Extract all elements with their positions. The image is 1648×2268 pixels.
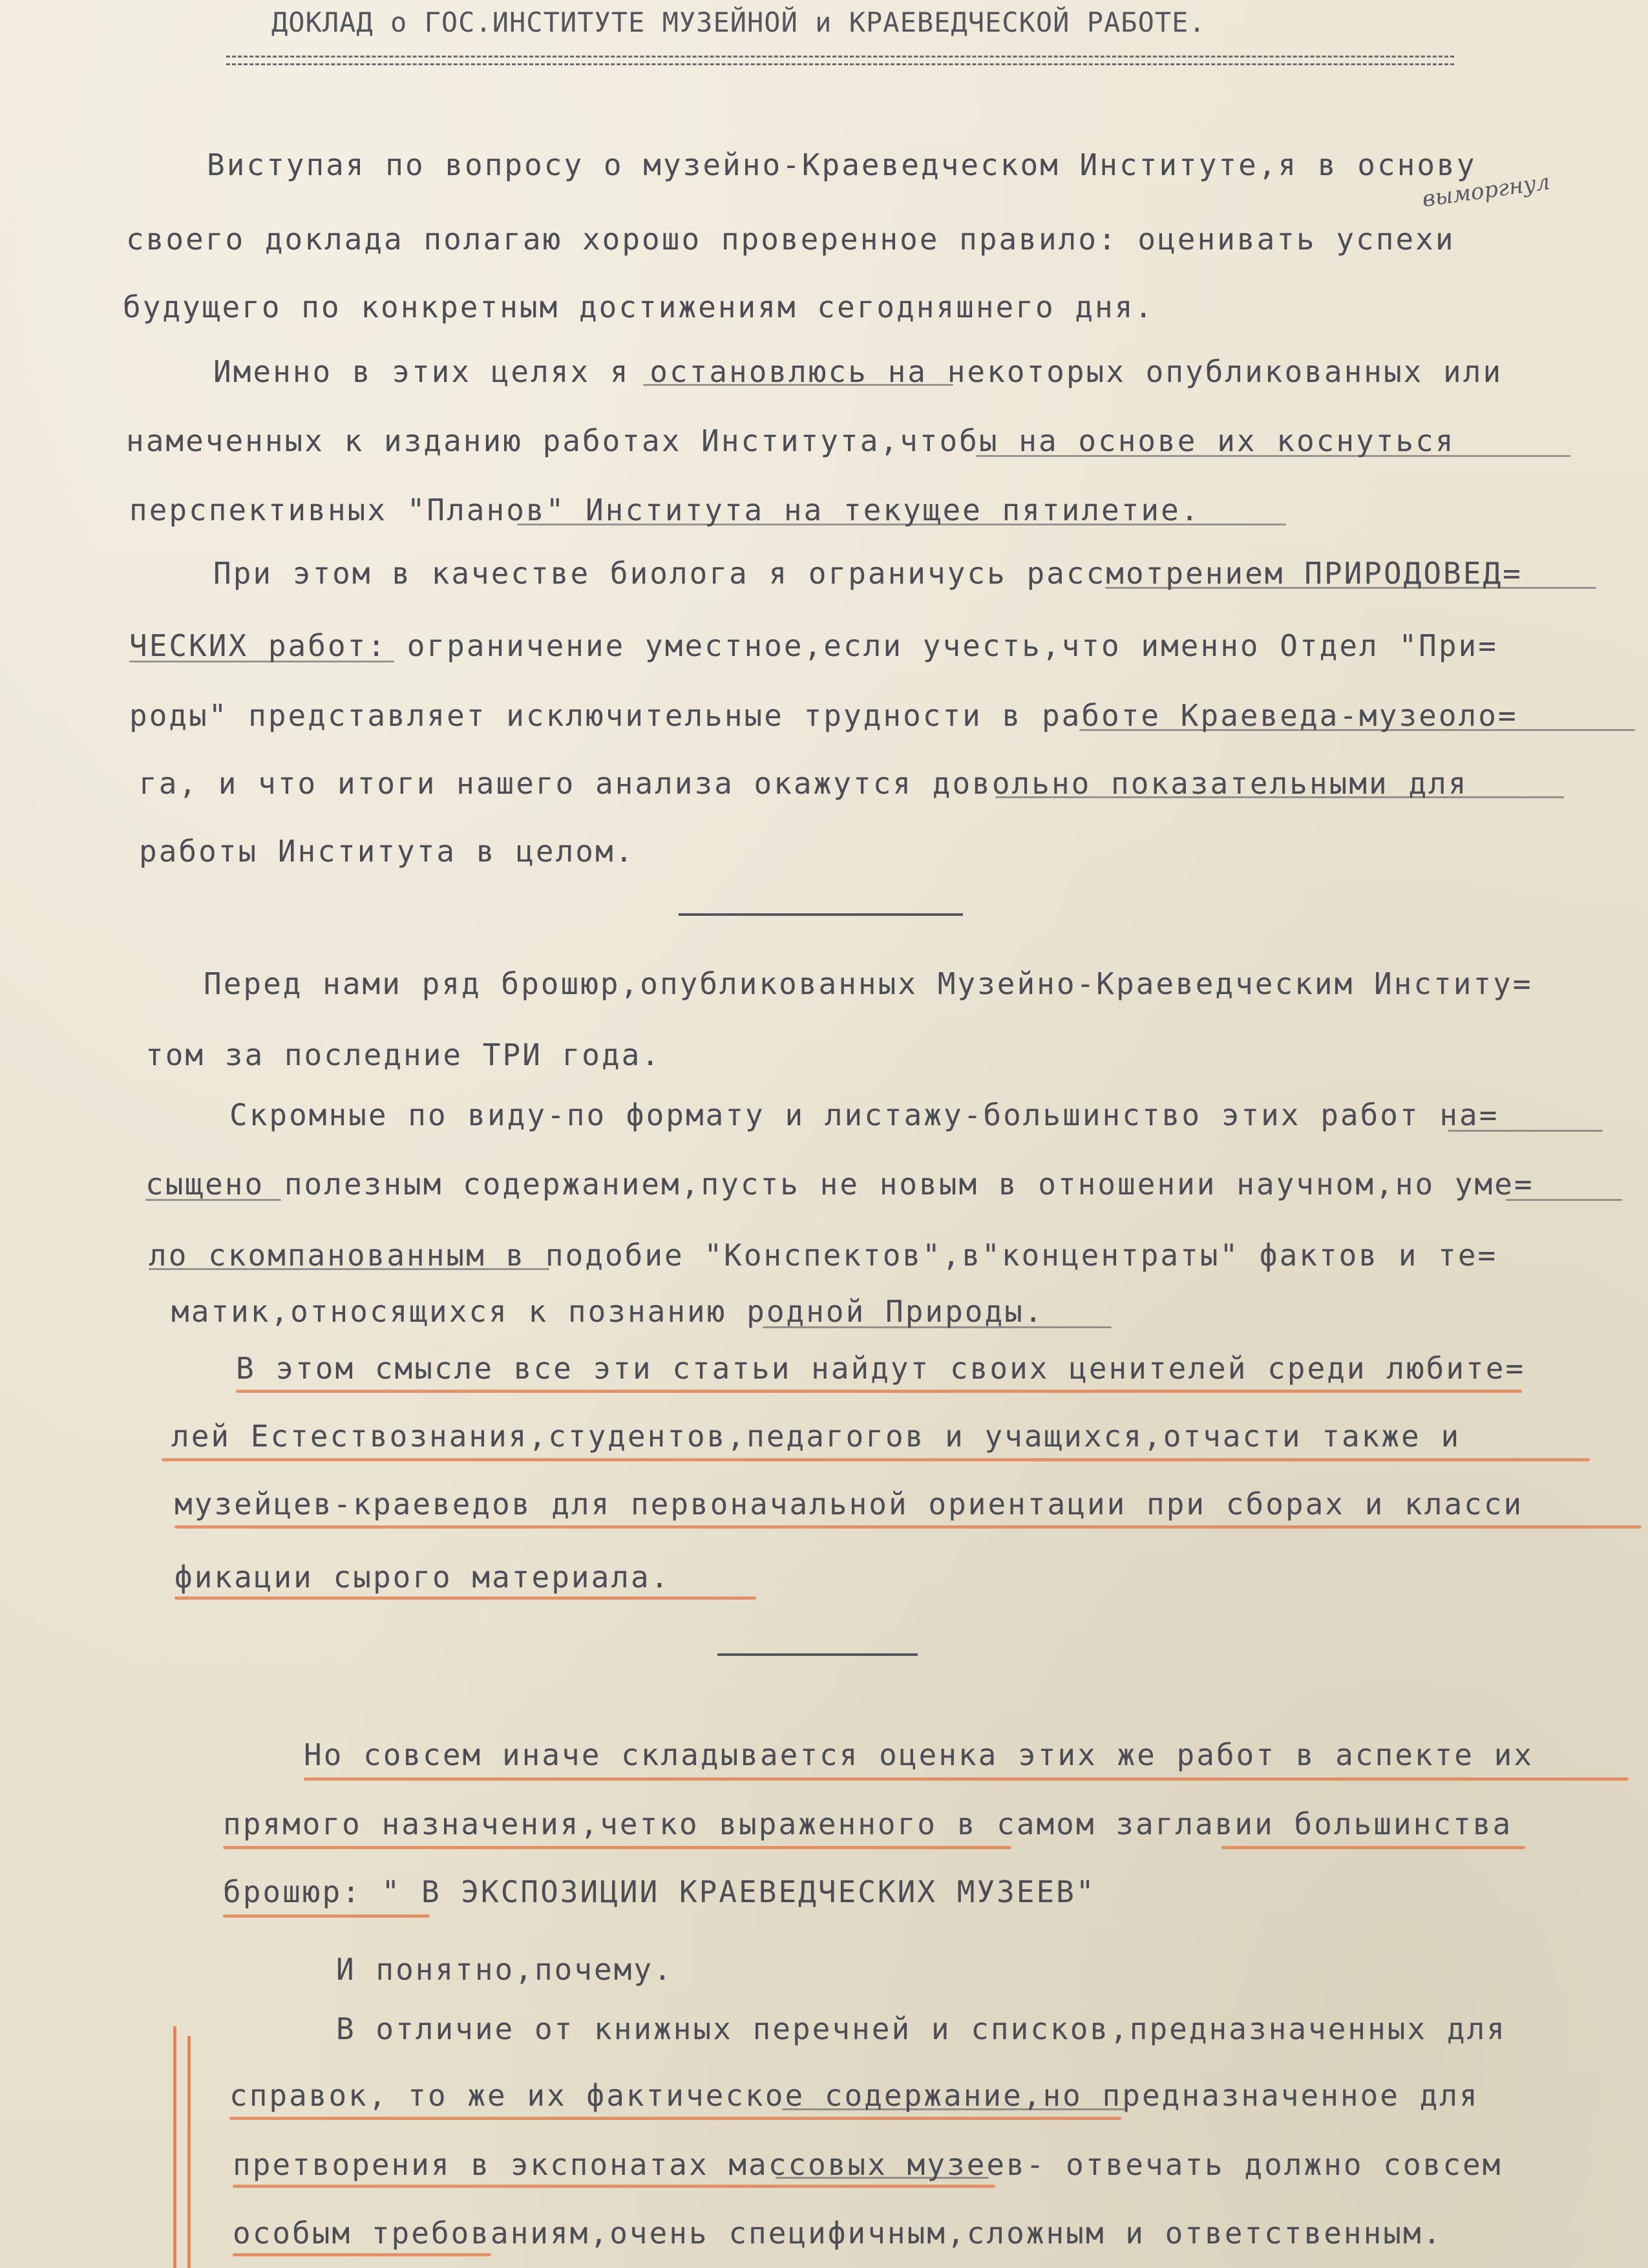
pencil-underline (149, 1268, 549, 1270)
pencil-underline (995, 796, 1564, 798)
text-line: будущего по конкретным достижениям сегодняшнего дня. (123, 290, 1155, 324)
text-line: ЧЕСКИХ работ: ограничение уместное,если учесть,что именно Отдел "При= (129, 628, 1498, 663)
pencil-underline (517, 524, 1286, 525)
text-line: Перед нами ряд брошюр,опубликованных Музейно-Краеведческим Институ= (204, 966, 1533, 1001)
pencil-underline (1506, 1199, 1622, 1201)
text-line: перспективных "Планов" Института на текущее пятилетие. (129, 493, 1201, 527)
pencil-underline (1448, 1130, 1603, 1132)
text-line: особым требованиям,очень специфичным,сложным и ответственным. (233, 2216, 1443, 2251)
text-line: матик,относящихся к познанию родной Природы. (171, 1294, 1044, 1329)
section-separator (679, 913, 963, 916)
red-margin-mark (187, 2036, 191, 2268)
pencil-underline (643, 384, 953, 386)
title-double-rule (226, 52, 1454, 70)
red-underline (162, 1458, 1590, 1461)
text-line: При этом в качестве биолога я ограничусь рассмотрением ПРИРОДОВЕД= (213, 556, 1523, 591)
text-line: В отличие от книжных перечней и списков,предназначенных для (336, 2011, 1506, 2046)
red-underline (236, 1390, 1522, 1393)
text-line: лей Естествознания,студентов,педагогов и учащихся,отчасти также и (171, 1419, 1461, 1454)
document-title: ДОКЛАД о ГОС.ИНСТИТУТЕ МУЗЕЙНОЙ и КРАЕВЕДЧЕСКОЙ РАБОТЕ. (271, 6, 1206, 38)
pencil-underline (976, 455, 1570, 457)
red-underline (233, 2253, 491, 2256)
red-underline (304, 1777, 1629, 1781)
text-line: справок, то же их фактическое содержание,но предназначенное для (229, 2078, 1479, 2113)
pencil-underline (129, 661, 394, 662)
text-line: музейцев-краеведов для первоначальной ориентации при сборах и класси (174, 1487, 1524, 1521)
pencil-underline (782, 2108, 1125, 2110)
text-line: га, и что итоги нашего анализа окажутся довольно показательными для (139, 766, 1468, 801)
pencil-underline (776, 2177, 989, 2179)
text-line: том за последние ТРИ года. (145, 1037, 662, 1072)
red-underline (223, 1846, 1011, 1849)
text-line: Но совсем иначе складывается оценка этих же работ в аспекте их (304, 1737, 1534, 1772)
red-underline (174, 1525, 1642, 1529)
text-line: Именно в этих целях я остановлюсь на некоторых опубликованных или (213, 354, 1503, 389)
red-margin-mark (173, 2026, 176, 2268)
text-line: И понятно,почему. (336, 1952, 673, 1987)
pencil-underline (145, 1199, 281, 1201)
handwritten-margin-note: выморгнул (1421, 169, 1552, 213)
text-line: фикации сырого материала. (174, 1560, 671, 1595)
text-line: В этом смысле все эти статьи найдут своих ценителей среди любите= (236, 1351, 1526, 1386)
text-line: претворения в экспонатах массовых музеев- отвечать должно совсем (233, 2147, 1503, 2182)
text-line: работы Института в целом. (139, 834, 635, 869)
red-underline (1221, 1846, 1525, 1849)
text-line: роды" представляет исключительные трудности в работе Краеведа-музеоло= (129, 698, 1518, 733)
text-line: Скромные по виду-по формату и листажу-большинство этих работ на= (229, 1097, 1499, 1132)
section-separator (717, 1653, 918, 1656)
text-line: ло скомпанованным в подобие "Конспектов",в"концентраты" фактов и те= (149, 1238, 1498, 1273)
red-underline (223, 1914, 430, 1918)
red-underline (174, 1596, 756, 1600)
text-line: намеченных к изданию работах Института,чтобы на основе их коснуться (126, 423, 1455, 458)
text-line: Виступая по вопросу о музейно-Краеведческом Институте,я в основу (207, 147, 1477, 182)
text-line: прямого назначения,четко выраженного в самом заглавии большинства (223, 1807, 1513, 1841)
red-underline (233, 2185, 995, 2188)
text-line: своего доклада полагаю хорошо проверенное правило: оценивать успехи (126, 222, 1455, 257)
pencil-underline (763, 1326, 1112, 1328)
text-line: брошюр: " В ЭКСПОЗИЦИИ КРАЕВЕДЧЕСКИХ МУЗЕЕВ" (223, 1874, 1096, 1909)
text-line: сыщено полезным содержанием,пусть не новым в отношении научном,но уме= (145, 1167, 1534, 1202)
pencil-underline (1079, 729, 1635, 731)
pencil-underline (1105, 587, 1596, 589)
red-underline (229, 2117, 1121, 2120)
